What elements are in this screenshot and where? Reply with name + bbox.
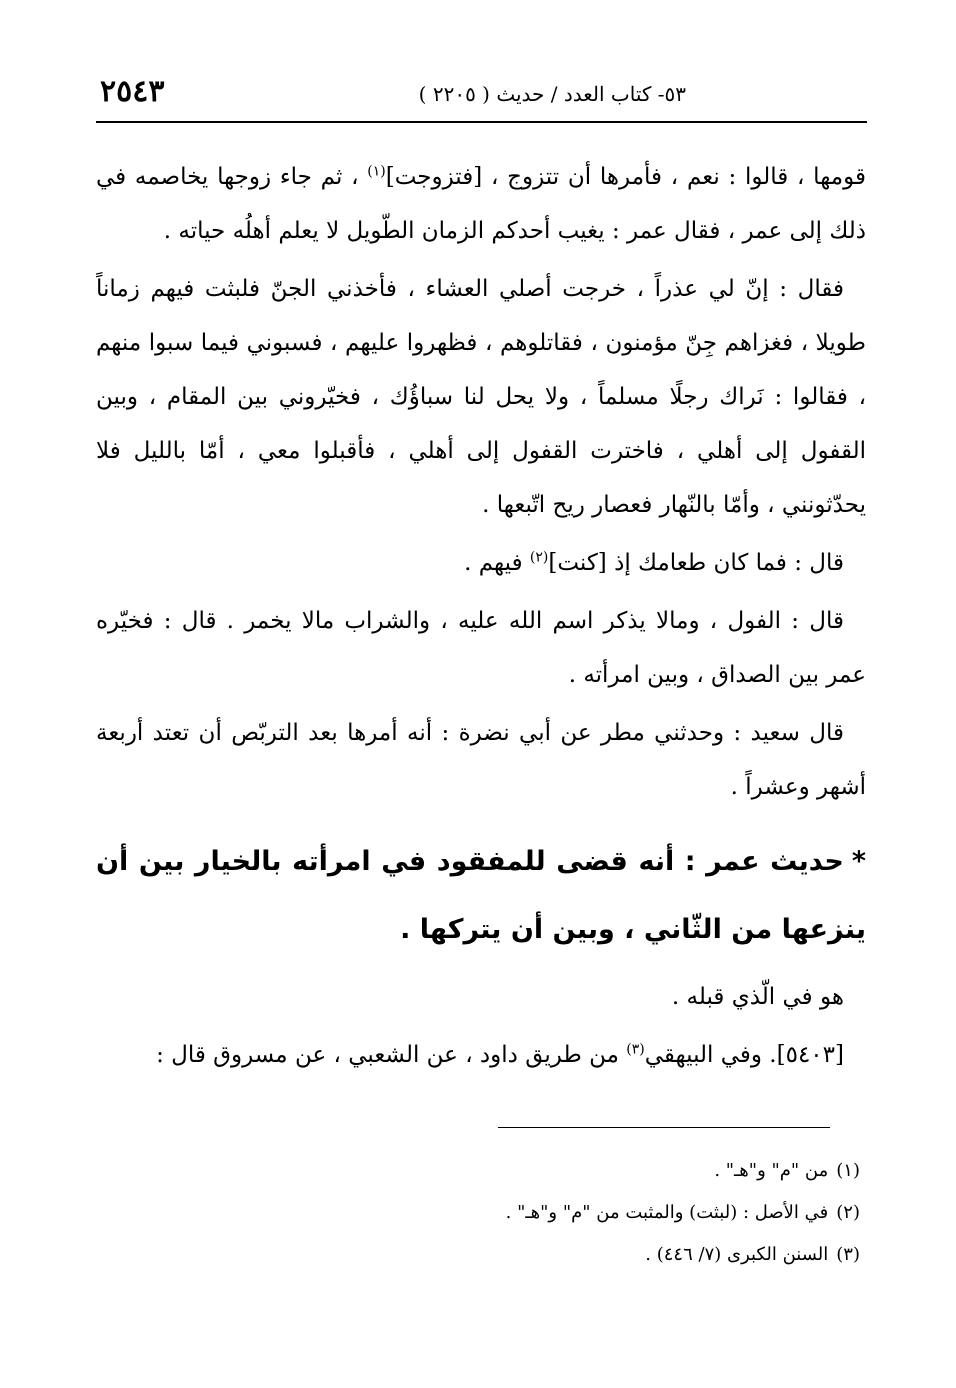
paragraph-5: قال سعيد : وحدثني مطر عن أبي نضرة : أنه أمرها بعد التربّص أن تعتد أربعة أشهر وعشراً . [96, 720, 866, 800]
hadith-heading [96, 828, 866, 964]
paragraph-6: هو في الّذي قبله . [671, 984, 844, 1010]
page-number: ٢٥٤٣ [100, 74, 165, 109]
paragraph-1-text-b: ، ثم جاء زوجها يخاصمه في ذلك إلى عمر ، فقال عمر : يغيب أحدكم الزمان الطّويل لا يعلم أهلُه حياته . [96, 164, 866, 244]
paragraph-7 [96, 1028, 866, 1082]
heading-star: * [851, 846, 866, 877]
footnote-3-number: (٣) [836, 1244, 860, 1265]
page-header [96, 72, 866, 116]
footnote-1-number: (١) [836, 1160, 860, 1181]
paragraph-3-text-a: قال : فما كان طعامك إذ [كنت] [548, 550, 844, 576]
footnote-3 [320, 1234, 860, 1276]
header-rule [96, 121, 867, 123]
footnotes [320, 1150, 860, 1276]
paragraph-4: قال : الفول ، ومالا يذكر اسم الله عليه ، والشراب مالا يخمر . قال : فخيّره عمر بين الصداق ، وبين امرأته . [96, 608, 866, 688]
footnote-rule [498, 1127, 830, 1128]
paragraph-3-text-b: فيهم . [464, 550, 530, 576]
footnote-2-number: (٢) [836, 1202, 860, 1223]
paragraph-1 [96, 150, 866, 258]
footnote-2-text: في الأصل : (لبثت) والمثبت من "م" و"هـ" . [505, 1202, 829, 1223]
paragraph-7-text-b: من طريق داود ، عن الشعبي ، عن مسروق قال : [156, 1042, 627, 1068]
running-title: ٥٣- كتاب العدد / حديث ( ٢٢٠٥ ) [418, 82, 686, 106]
footnote-3-text: السنن الكبرى (٧/ ٤٤٦) . [645, 1244, 829, 1265]
main-text [96, 150, 866, 1086]
paragraph-7-text-a: [٥٤٠٣]. وفي البيهقي [644, 1042, 844, 1068]
footnote-ref-1: (١) [367, 163, 386, 180]
paragraph-1-text-a: قومها ، قالوا : نعم ، فأمرها أن تتزوج ، [فتزوجت] [385, 164, 866, 190]
footnote-1-text: من "م" و"هـ" . [714, 1160, 829, 1181]
footnote-2 [320, 1192, 860, 1234]
footnote-ref-3: (٣) [626, 1041, 645, 1058]
footnote-ref-2: (٢) [529, 549, 549, 566]
paragraph-2: فقال : إنّ لي عذراً ، خرجت أصلي العشاء ، فأخذني الجنّ فلبثت فيهم زماناً طويلا ، فغزاهم جِنّ مؤمنون ، فقاتلوهم ، فظهروا عليهم ، فسبوني فيما سبوا منهم ، فقالوا : نَراك رجلًا مسلماً ، ولا يحل لنا سباؤُك ، فخيّروني بين المقام ، وبين القفول إلى أهلي ، فاخترت القفول إلى أهلي ، فأقبلوا معي ، أمّا بالليل فلا يحدّثونني ، وأمّا بالنّهار فعصار ريح اتّبعها . [96, 276, 866, 518]
heading-text: حديث عمر : أنه قضى للمفقود في امرأته بالخيار بين أن ينزعها من الثّاني ، وبين أن يتركها . [96, 846, 866, 945]
footnote-1 [320, 1150, 860, 1192]
paragraph-3 [96, 536, 866, 590]
